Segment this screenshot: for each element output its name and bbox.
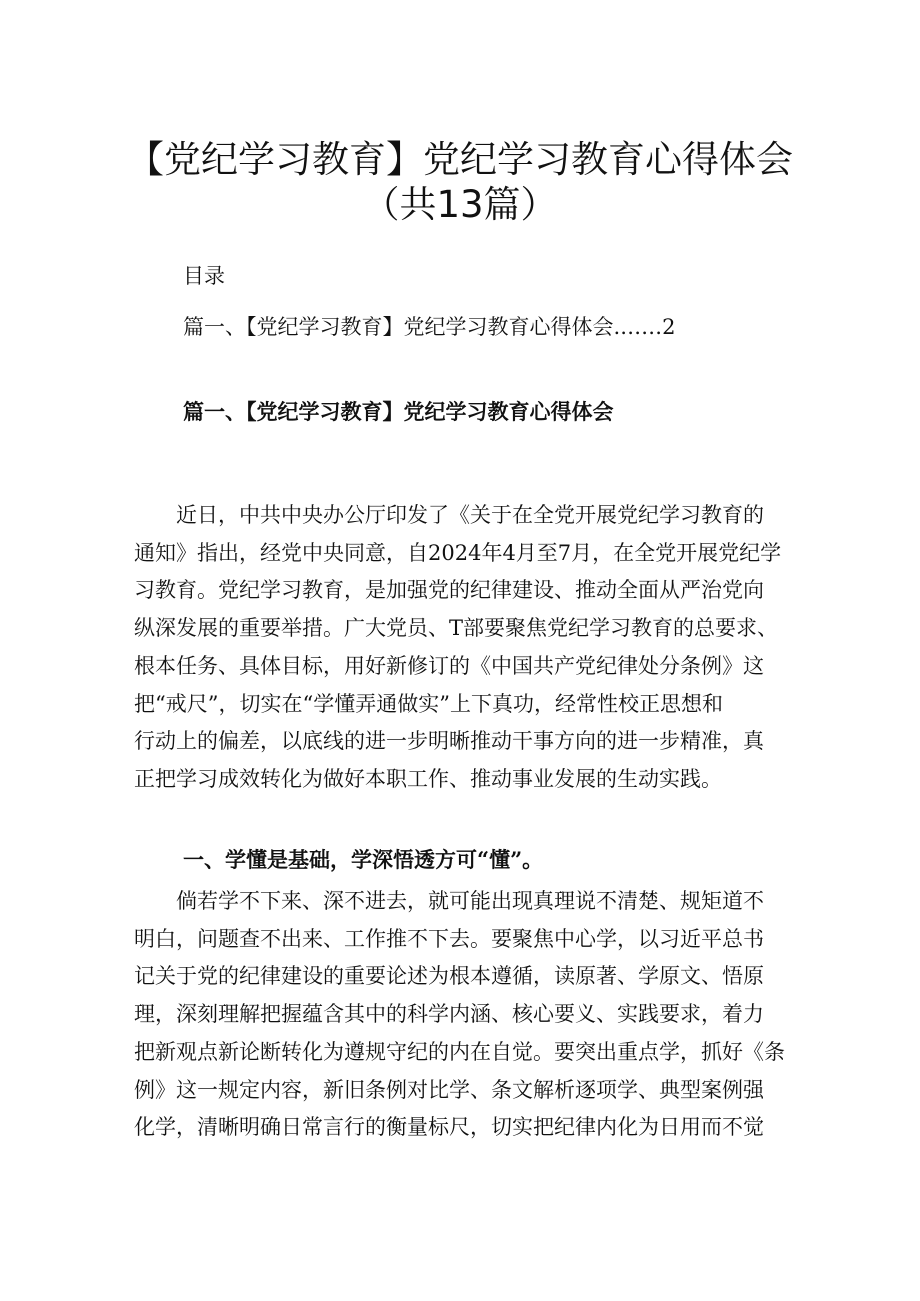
toc-entry-1[interactable]: 篇一、【党纪学习教育】党纪学习教育心得体会.……2 — [183, 315, 676, 339]
paragraph-1 — [134, 497, 794, 799]
paragraph-line: 理，深刻理解把握蕴含其中的科学内涵、核心要义、实践要求，着力 — [134, 1002, 764, 1027]
paragraph-line: 通知》指出，经党中央同意，自2024年4月至7月，在全党开展党纪学 — [134, 540, 782, 565]
paragraph-line: 习教育。党纪学习教育，是加强党的纪律建设、推动全面从严治党向 — [134, 578, 764, 603]
paragraph-line: 明白，问题查不出来、工作推不下去。要聚焦中心学，以习近平总书 — [134, 926, 764, 951]
toc-heading: 目录 — [183, 264, 225, 288]
section-heading: 篇一、【党纪学习教育】党纪学习教育心得体会 — [183, 399, 614, 424]
paragraph-2 — [134, 883, 794, 1147]
paragraph-line: 根本任务、具体目标，用好新修订的《中国共产党纪律处分条例》这 — [134, 653, 764, 678]
paragraph-line: 纵深发展的重要举措。广大党员、T部要聚焦党纪学习教育的总要求、 — [134, 616, 779, 641]
document-title-line1: 【党纪学习教育】党纪学习教育心得体会 — [127, 138, 793, 181]
paragraph-line: 行动上的偏差，以底线的进一步明晰推动干事方向的进一步精准，真 — [134, 729, 764, 754]
paragraph-line: 把“戒尺”，切实在“学懂弄通做实”上下真功，经常性校正思想和 — [134, 691, 723, 716]
paragraph-line: 倘若学不下来、深不进去，就可能出现真理说不清楚、规矩道不 — [176, 889, 764, 913]
paragraph-line: 化学，清晰明确日常言行的衡量标尺，切实把纪律内化为日用而不觉 — [134, 1115, 764, 1140]
paragraph-line: 正把学习成效转化为做好本职工作、推动事业发展的生动实践。 — [134, 766, 722, 791]
subheading-1: 一、学懂是基础，学深悟透方可“懂”。 — [183, 847, 544, 872]
paragraph-line: 近日，中共中央办公厅印发了《关于在全党开展党纪学习教育的 — [176, 503, 764, 527]
paragraph-line: 把新观点新论断转化为遵规守纪的内在自觉。要突出重点学，抓好《条 — [134, 1039, 785, 1064]
paragraph-line: 例》这一规定内容，新旧条例对比学、条文解析逐项学、典型案例强 — [134, 1077, 764, 1102]
paragraph-line: 记关于党的纪律建设的重要论述为根本遵循，读原著、学原文、悟原 — [134, 964, 764, 989]
document-title-line2: （共13篇） — [362, 183, 558, 226]
